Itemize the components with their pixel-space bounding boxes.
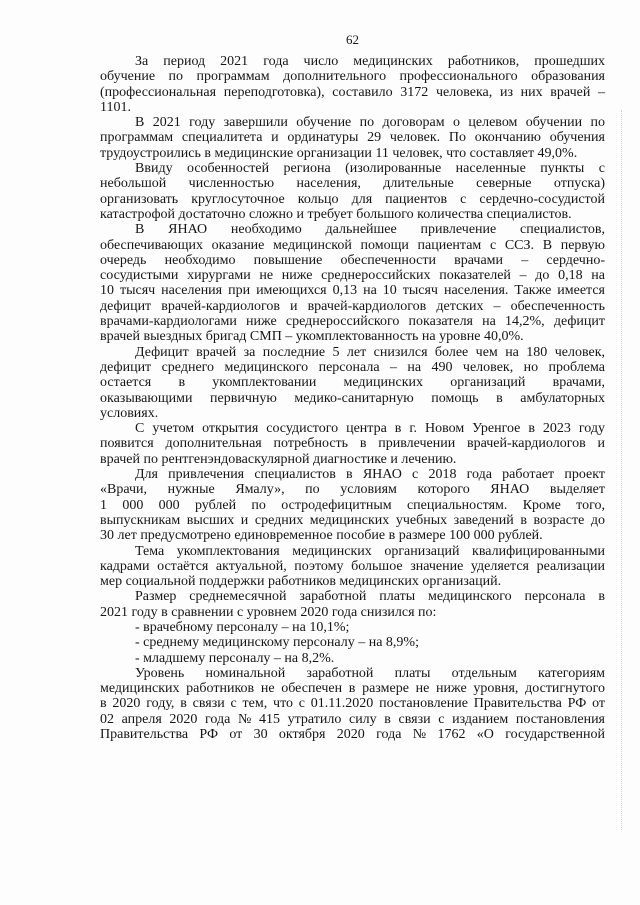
paragraph-social-support xyxy=(100,544,605,590)
paragraph-staff-deficit xyxy=(100,345,605,421)
text-line: выпускникам высших и средних медицинских учебных заведений в возрасте до xyxy=(100,512,605,528)
document-body xyxy=(100,54,605,742)
text-line: врачей по рентгенэндоваскулярной диагностике и лечению. xyxy=(100,451,457,467)
paragraph-recruitment-project xyxy=(100,467,605,543)
text-line: Для привлечения специалистов в ЯНАО с 2018 года работает проект xyxy=(135,467,605,483)
text-line: очередь необходимо повышение обеспеченности врачами – сердечно- xyxy=(100,252,605,268)
text-line: организовать круглосуточное кольцо для пациентов с сердечно-сосудистой xyxy=(100,191,605,207)
paragraph-specialist-needs xyxy=(100,222,605,344)
text-line: остается в укомплектовании медицинских организаций врачами, xyxy=(100,375,605,391)
list-item: - врачебному персоналу – на 10,1%; xyxy=(135,619,350,635)
text-line: В ЯНАО необходимо дальнейшее привлечение специалистов, xyxy=(135,222,605,238)
text-line: дефицит врачей-кардиологов и врачей-кардиологов детских – обеспеченность xyxy=(100,298,605,314)
text-line: кадрами остаётся актуальной, поэтому большое значение уделяется реализации xyxy=(100,558,605,574)
text-line: В 2021 году завершили обучение по договорам о целевом обучении по xyxy=(135,115,605,131)
text-line: дефицит среднего медицинского персонала – на 490 человек, но проблема xyxy=(100,359,605,375)
text-line: С учетом открытия сосудистого центра в г. Новом Уренгое в 2023 году xyxy=(135,421,605,437)
text-line: 1 000 000 рублей по остродефицитным специальностям. Кроме того, xyxy=(100,497,605,513)
text-line: «Врачи, нужные Ямалу», по условиям которого ЯНАО выделяет xyxy=(100,482,605,498)
paragraph-regional-features xyxy=(100,161,605,222)
text-line: врачами-кардиологами ниже среднероссийского показателя на 14,2%, дефицит xyxy=(100,314,605,330)
text-line: За период 2021 года число медицинских работников, прошедших xyxy=(135,54,605,69)
list-item: - среднему медицинскому персоналу – на 8,9%; xyxy=(135,635,419,651)
text-line: условиях. xyxy=(100,405,159,421)
text-line: Размер среднемесячной заработной платы медицинского персонала в xyxy=(135,589,605,605)
text-line: Правительства РФ от 30 октября 2020 года № 1762 «О государственной xyxy=(100,727,605,743)
text-line: Уровень номинальной заработной платы отдельным категориям xyxy=(135,665,605,681)
text-line: 2021 году в сравнении с уровнем 2020 года снизился по: xyxy=(100,604,437,620)
text-line: (профессиональная переподготовка), составило 3172 человека, из них врачей – xyxy=(100,84,605,100)
text-line: обучение по программам дополнительного профессионального образования xyxy=(100,69,605,85)
text-line: катастрофой достаточно сложно и требует большого количества специалистов. xyxy=(100,206,572,222)
paragraph-salary-level xyxy=(100,666,605,742)
text-line: Тема укомплектования медицинских организаций квалифицированными xyxy=(135,543,605,559)
scan-edge-marks xyxy=(621,110,622,830)
text-line: 02 апреля 2020 года № 415 утратило силу в связи с изданием постановления xyxy=(100,711,605,727)
paragraph-targeted-training xyxy=(100,115,605,161)
text-line: появится дополнительная потребность в привлечении врачей-кардиологов и xyxy=(100,436,605,452)
page-number: 62 xyxy=(346,32,359,47)
text-line: 30 лет предусмотрено единовременное пособие в размере 100 000 рублей. xyxy=(100,528,543,544)
salary-decrease-list xyxy=(100,620,605,666)
text-line: программам специалитета и ординатуры 29 человек. По окончанию обучения xyxy=(100,130,605,146)
text-line: трудоустроились в медицинские организации 11 человек, что составляет 49,0%. xyxy=(100,145,578,161)
text-line: 1101. xyxy=(100,99,131,115)
text-line: небольшой численностью населения, длительные северные отпуска) xyxy=(100,176,605,192)
text-line: сосудистыми хирургами не ниже среднероссийских показателей – до 0,18 на xyxy=(100,268,605,284)
paragraph-training-stats xyxy=(100,54,605,115)
text-line: Ввиду особенностей региона (изолированные населенные пункты с xyxy=(135,161,605,177)
text-line: оказывающими первичную медико-санитарную помощь в амбулаторных xyxy=(100,390,605,406)
text-line: медицинских работников не обеспечен в размере не ниже уровня, достигнутого xyxy=(100,681,605,697)
list-item: - младшему персоналу – на 8,2%. xyxy=(135,650,335,666)
text-line: врачей выездных бригад СМП – укомплектованность на уровне 40,0%. xyxy=(100,329,524,345)
text-line: 10 тысяч населения при имеющихся 0,13 на 10 тысяч населения. Также имеется xyxy=(100,283,605,299)
text-line: обеспечивающих оказание медицинской помощи пациентам с ССЗ. В первую xyxy=(100,237,605,253)
text-line: Дефицит врачей за последние 5 лет снизился более чем на 180 человек, xyxy=(135,344,605,360)
paragraph-vascular-center xyxy=(100,421,605,467)
text-line: в 2020 году, в связи с тем, что с 01.11.2020 постановление Правительства РФ от xyxy=(100,696,605,712)
text-line: мер социальной поддержки работников медицинских организаций. xyxy=(100,574,502,590)
paragraph-salary-intro xyxy=(100,589,605,620)
